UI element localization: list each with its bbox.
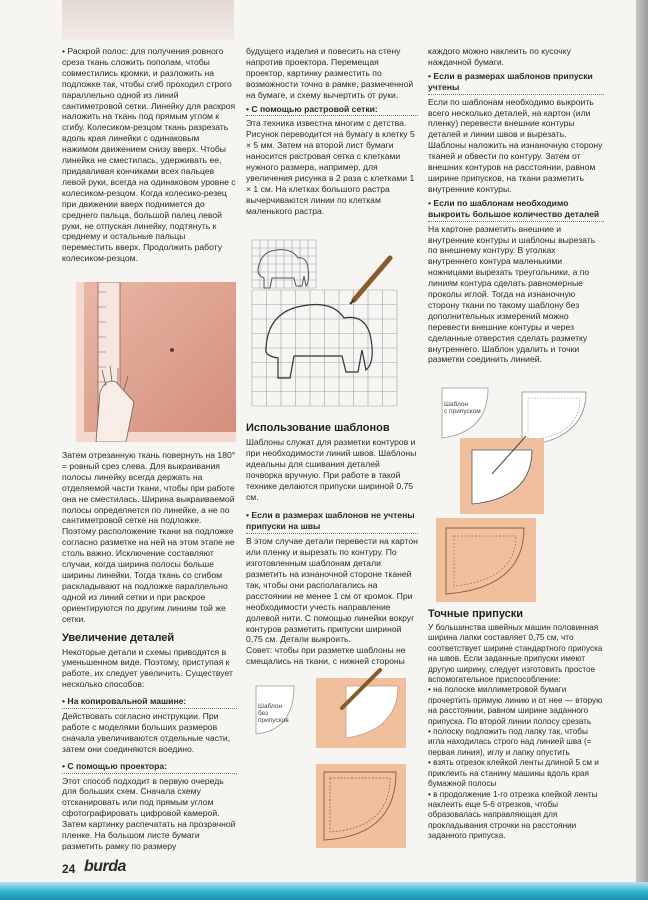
column-3-lower	[428, 604, 604, 842]
text-tip: Совет: чтобы при разметке шаблоны не смещались на ткани, с нижней стороны	[246, 645, 406, 667]
brand-logo: burda	[84, 858, 126, 875]
cutter-mark	[170, 348, 174, 352]
text-templates-intro: Шаблоны служат для разметки контуров и при необходимости линий швов. Шаблоны идеальны для сшивания деталей почворка вручную. При работе в такой технике делаются припуски шириной 0,75 см.	[246, 437, 417, 502]
text-strip-cutting: • Раскрой полос: для получения ровного среза ткань сложить пополам, чтобы совместились кромки, и разложить на подложке так, чтобы сгиб проходил строго параллельно одной из линий сантиметровой сетки. Линейку для раскроя наложить на ткань под прямым углом к сгибу. Колесиком-резцом ткань разрезать вдоль края линейки с одинаковым нажимом движением снизу вверх. Чтобы линейка не сместилась, удерживать ее, придавливая кончиками всех пальцев левой руки, всегда на одинаковом уровне с колесиком-резцом. Когда колесико-резец при движении вверх поднимется до среднего пальца, большой палец левой руки, не отпуская линейку, подтянуть к среднему и остальные пальцы переместить вверх. Продолжить работу колесиком-резцом.	[62, 46, 236, 264]
bottom-accent-band	[0, 882, 648, 900]
fabric-piece-bottom	[316, 764, 406, 848]
heading-templates: Использование шаблонов	[246, 422, 390, 434]
column-1-lower	[62, 450, 237, 852]
small-grid	[252, 240, 316, 288]
text-step-2: • полоску подложить под лапку так, чтобы игла находилась строго над линией шва (= первая линия), иглу и лапку опустить	[428, 727, 592, 757]
subheading-many-pieces: • Если по шаблонам необходимо выкроить большое количество деталей	[428, 198, 604, 222]
illustration-elephant-grid	[246, 238, 412, 410]
text-no-allowance: В этом случае детали перевести на картон или пленку и вырезать по контуру. По изготовленным шаблонам детали разметить на изнаночной стороне тканей так, чтобы они располагались на расстоянии не менее 1 см от кромок. При необходимости учесть направление долевой нити. С помощью линейки вокруг контуров разметить припуски шириной 0,75 см. Детали выкроить.	[246, 536, 418, 645]
large-grid	[252, 290, 397, 406]
fabric-piece-cut	[436, 518, 536, 602]
page-number: 24	[62, 862, 76, 876]
subheading-copier: • На копировальной машине:	[62, 696, 237, 709]
page-edge	[636, 0, 648, 900]
elephant-small	[258, 250, 309, 288]
pencil	[354, 258, 390, 300]
illustration-cutting-ruler	[76, 282, 236, 442]
text-step-4: • в продолжение 1-го отрезка клейкой ленты наклеить еще 5-6 отрезков, чтобы образовалась направляющая для прокладывания строчки на расстоянии заданного припуска.	[428, 789, 598, 841]
template-label: Шаблон с припуском	[444, 401, 481, 415]
elephant-large	[266, 305, 373, 379]
text-raster-grid: Эта техника известна многим с детства. Рисунок переводится на бумагу в клетку 5 × 5 мм. Затем на второй лист бумаги наносится растровая сетка с клетками нужного размера, например, для увеличения рисунка в 2 раза с клетками 1 × 1 см. На клетках большого растра вычерчиваются линии по клеткам маленького растра.	[246, 118, 415, 216]
subheading-with-allowance: • Если в размерах шаблонов припуски учтены	[428, 71, 604, 95]
column-2	[246, 46, 418, 217]
illustration-template-no-allowance	[250, 668, 410, 852]
column-1	[62, 46, 237, 264]
text-projector-cont: будущего изделия и повесить на стену напротив проектора. Перемещая проектор, картинку разместить по возможности точно в рамке, размеченной на бумаге, и схему вычертить от руки.	[246, 46, 414, 100]
subheading-projector: • С помощью проектора:	[62, 761, 237, 774]
heading-enlarge: Увеличение деталей	[62, 631, 175, 644]
subheading-raster-grid: • С помощью растровой сетки:	[246, 104, 418, 117]
template-label: Шаблон без припусков	[258, 703, 289, 724]
illustration-template-with-allowance	[436, 378, 604, 604]
text-enlarge-intro: Некоторые детали и схемы приводятся в уменьшенном виде. Поэтому, приступая к работе, их следует увеличить. Существует несколько способов:	[62, 646, 233, 690]
column-3	[428, 46, 604, 365]
text-many-pieces: На картоне разметить внешние и внутренние контуры и шаблоны вырезать по внешнему контуру. В уголках внутреннего контура маленькими ножницами вырезать треугольники, а по линиям контура сделать равномерные проколы иглой. Тогда на изнаночную сторону ткани по такому шаблону без дополнительных измерений можно перевести внешние контуры и через сделанные отверстия сделать разметку внутреннего. Шаблон удалить и точки разметки соединить линией.	[428, 223, 596, 365]
text-step-1: • на полоске миллиметровой бумаги прочертить прямую линию и от нее — вторую на расстоянии, равном ширине заданного припуска. По второй линии полосу срезать	[428, 685, 603, 726]
text-rotate-fabric: Затем отрезанную ткань повернуть на 180° = ровный срез слева. Для выкраивания полосы линейку всегда держать на отделяемой части ткани, чтобы при работе она не сместилась. Ширина выкраиваемой полосы определяется по линейке, а не по сантиметровой сетке на подложке. Поэтому расположение ткани на подложке согласно разметке на ней на этом этапе не столь важно. Исключение составляют случаи, когда ширина полосы больше ширины линейки. Тогда ткань со сгибом раскладывают на подложке параллельно одной из линий сетки и при раскрое ориентируются по другим линиям той же сетки.	[62, 450, 236, 624]
subheading-no-allowance: • Если в размерах шаблонов не учтены припуски на швы	[246, 510, 418, 534]
text-sandpaper: каждого можно наклеить по кусочку наждачной бумаги.	[428, 46, 571, 67]
text-precise-intro: У большинства швейных машин половинная ширина лапки составляет 0,75 см, что соответствует ширине стандартного припуска на швов. Если заданные припуски имеют другую ширину, следует изготовить простое вспомогательное приспособление:	[428, 623, 603, 685]
column-2-lower	[246, 418, 418, 667]
text-copier: Действовать согласно инструкции. При работе с моделями больших размеров сначала увеличиваются отдельные части, затем они соединяются воедино.	[62, 711, 231, 754]
text-step-3: • взять отрезок клейкой ленты длиной 5 см и приклеить на станину машины вдоль края бумажной полосы	[428, 758, 599, 789]
text-with-allowance: Если по шаблонам необходимо выкроить всего несколько деталей, на картон (или пленку) перевести внешние контуры деталей и линии швов и вырезать. Шаблоны наложить на изнаночную сторону тканей и обвести по контуру. Затем от внешних контуров на расстоянии, равном ширине припусков, на ткани разметить внутренние контуры.	[428, 96, 603, 194]
header-band	[62, 0, 234, 40]
text-projector: Этот способ подходит в первую очередь для больших схем. Сначала схему отсканировать или под прямым углом сфотографировать цифровой камерой. Затем картинку распечатать на прозрачной пленке. На большом листе бумаги разметить рамку по размеру	[62, 775, 236, 851]
heading-precise-allowance: Точные припуски	[428, 608, 524, 620]
